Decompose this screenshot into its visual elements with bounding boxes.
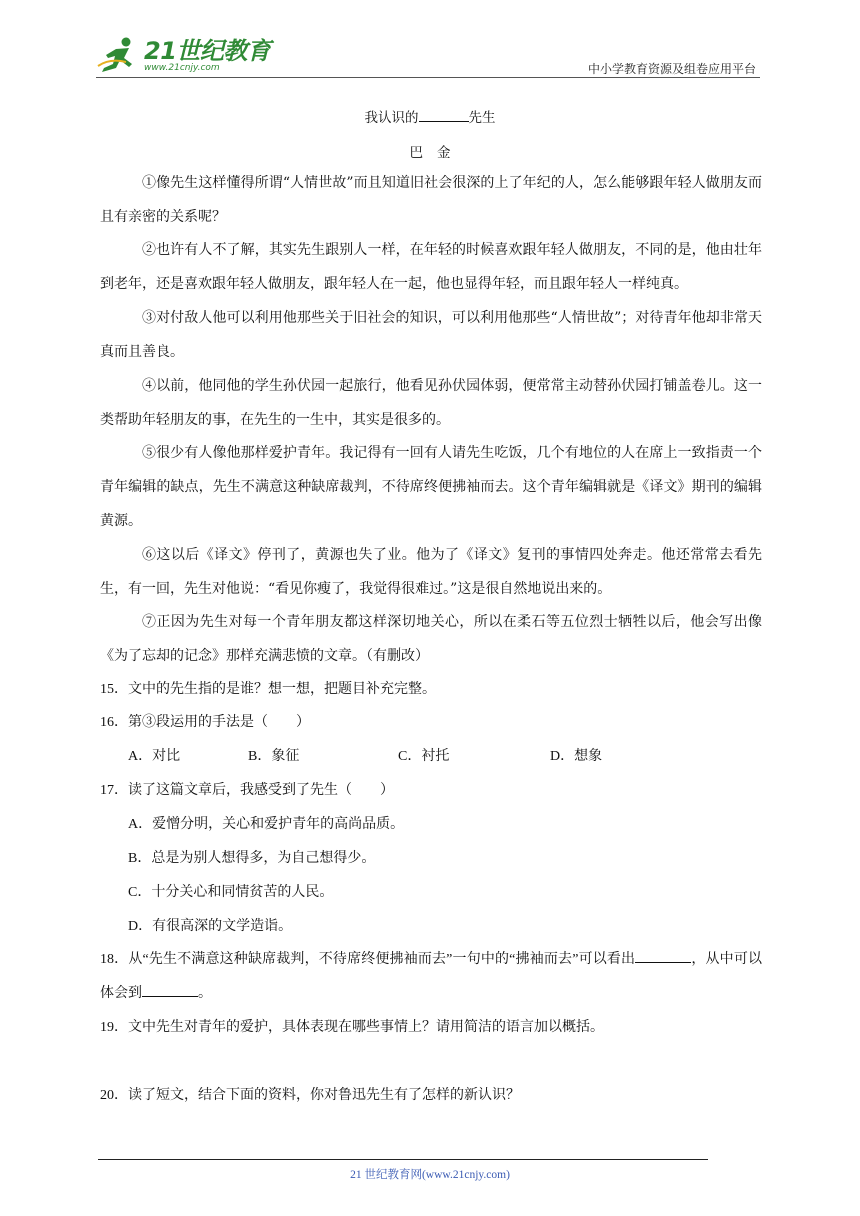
q18-text-1: 18．从“先生不满意这种缺席裁判，不待席终便拂袖而去”一句中的“拂袖而去”可以看出 xyxy=(100,952,636,967)
paragraph-4: ④以前，他同他的学生孙伏园一起旅行，他看见孙伏园体弱，便常常主动替孙伏园打铺盖卷儿。这一类帮助年轻朋友的事，在先生的一生中，其实是很多的。 xyxy=(100,378,762,428)
q16-option-b: B．象征 xyxy=(248,749,300,764)
article-title xyxy=(0,106,860,126)
article-author: 巴金 xyxy=(409,145,465,161)
q18-text-3: 。 xyxy=(198,986,212,1001)
logo-url: www.21cnjy.com xyxy=(144,63,220,73)
paragraph-5: ⑤很少有人像他那样爱护青年。我记得有一回有人请先生吃饭，几个有地位的人在席上一致指责一个青年编辑的缺点，先生不满意这种缺席裁判，不待席终便拂袖而去。这个青年编辑就是《译文》期刊的编辑黄源。 xyxy=(100,445,762,529)
q18-text-2: ，从中可以体会到 xyxy=(100,952,762,1001)
footer-divider xyxy=(98,1159,708,1160)
question-18 xyxy=(100,943,762,1011)
title-prefix: 我认识的 xyxy=(364,110,419,126)
q18-blank-2 xyxy=(142,982,198,997)
question-16: 16．第③段运用的手法是（ ） xyxy=(100,715,310,730)
logo xyxy=(96,36,270,76)
platform-label: 中小学教育资源及组卷应用平台 xyxy=(587,62,756,76)
q17-option-d: D．有很高深的文学造诣。 xyxy=(128,919,293,934)
paragraph-2: ②也许有人不了解，其实先生跟别人一样，在年轻的时候喜欢跟年轻人做朋友，不同的是，他由壮年到老年，还是喜欢跟年轻人做朋友，跟年轻人在一起，他也显得年轻，而且跟年轻人一样纯真。 xyxy=(100,242,762,292)
question-17: 17．读了这篇文章后，我感受到了先生（ ） xyxy=(100,783,394,798)
footer-text: 21 世纪教育网(www.21cnjy.com) xyxy=(350,1169,510,1181)
title-suffix: 先生 xyxy=(468,110,496,126)
q16-option-d: D．想象 xyxy=(550,749,603,764)
q17-option-b: B．总是为别人想得多，为自己想得少。 xyxy=(128,851,376,866)
paragraph-7: ⑦正因为先生对每一个青年朋友都这样深切地关心，所以在柔石等五位烈士牺牲以后，他会写出像《为了忘却的记念》那样充满悲愤的文章。（有删改） xyxy=(100,614,762,664)
question-20: 20．读了短文，结合下面的资料，你对鲁迅先生有了怎样的新认识？ xyxy=(100,1088,520,1103)
paragraph-1: ①像先生这样懂得所谓“人情世故”而且知道旧社会很深的上了年纪的人，怎么能够跟年轻人做朋友而且有亲密的关系呢？ xyxy=(100,175,762,225)
question-19: 19．文中先生对青年的爱护，具体表现在哪些事情上？请用简洁的语言加以概括。 xyxy=(100,1020,604,1035)
header-divider xyxy=(96,77,760,78)
paragraph-6: ⑥这以后《译文》停刊了，黄源也失了业。他为了《译文》复刊的事情四处奔走。他还常常去看先生，有一回，先生对他说：“看见你瘦了，我觉得很难过。”这是很自然地说出来的。 xyxy=(100,547,762,597)
q18-blank-1 xyxy=(635,948,691,963)
title-blank xyxy=(419,109,469,122)
q17-option-c: C．十分关心和同情贫苦的人民。 xyxy=(128,885,334,900)
question-15: 15．文中的先生指的是谁？想一想，把题目补充完整。 xyxy=(100,682,436,697)
page-header xyxy=(96,30,760,78)
logo-text: 21世纪教育 xyxy=(144,37,271,65)
q16-option-a: A．对比 xyxy=(128,749,181,764)
paragraph-3: ③对付敌人他可以利用他那些关于旧社会的知识，可以利用他那些“人情世故”；对待青年他却非常天真而且善良。 xyxy=(100,310,762,360)
q17-option-a: A．爱憎分明，关心和爱护青年的高尚品质。 xyxy=(128,817,405,832)
running-figure-icon xyxy=(96,36,142,76)
q16-option-c: C．衬托 xyxy=(398,749,450,764)
